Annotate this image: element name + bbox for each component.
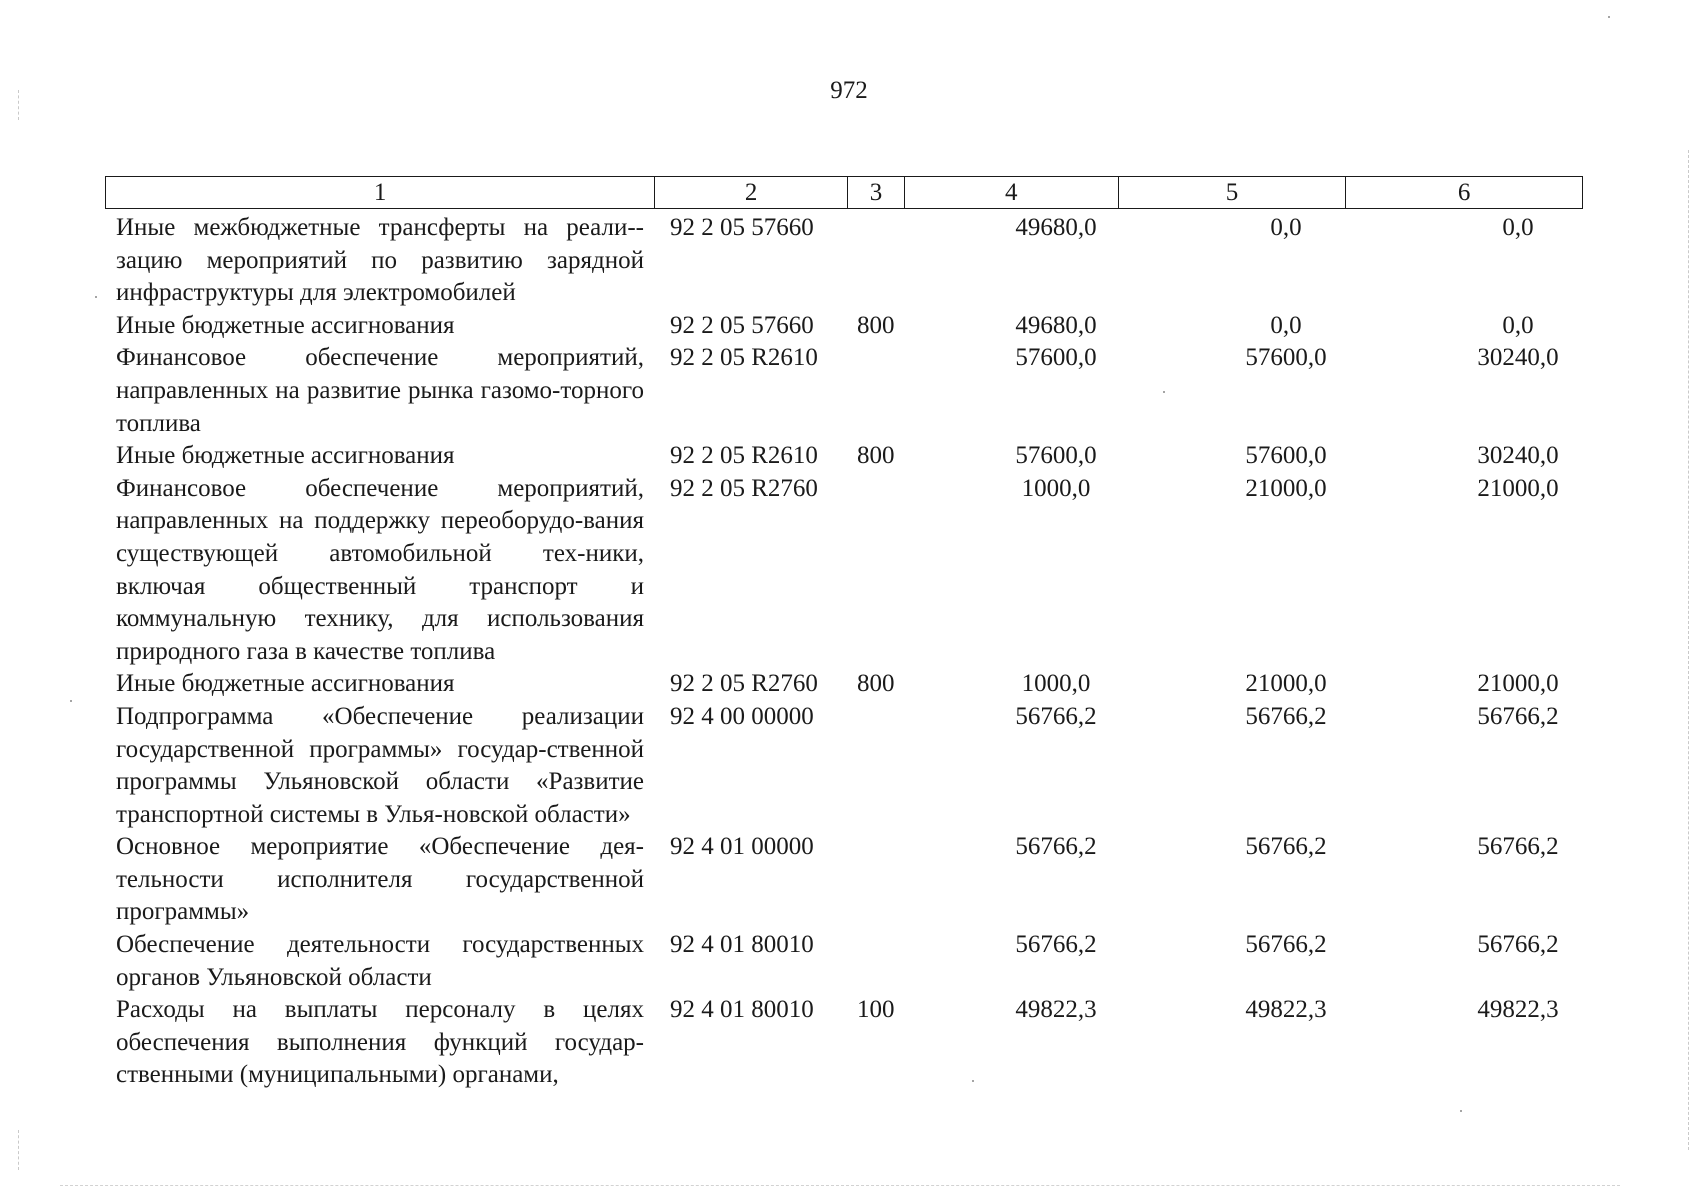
row-value-4: 49680,0 [1015,311,1097,339]
header-col-3: 3 [848,177,905,208]
header-col-1: 1 [106,177,655,208]
row-value-6: 0,0 [1502,311,1534,339]
row-value-5: 0,0 [1270,214,1302,241]
row-value-4: 57600,0 [1015,442,1097,470]
scan-artifact [18,1130,19,1170]
row-code: 92 2 05 R2610 [670,344,818,372]
row-value-6: 56766,2 [1477,833,1559,861]
row-name: Обеспечение деятельности государственных органов Ульяновской области [116,931,644,991]
scan-speck [1163,391,1165,393]
row-code: 92 4 00 00000 [670,702,814,730]
row-code: 92 2 05 57660 [670,214,814,241]
scan-artifact [18,90,19,120]
row-name: Финансовое обеспечение мероприятий, направленных на поддержку переоборудо-вания существующей автомобильной тех-ники, включая общественный транспорт и коммунальную технику, для использования природного газа в качестве топлива [116,474,644,665]
header-col-2: 2 [655,177,848,208]
row-value-4: 49680,0 [1015,214,1097,241]
scan-speck [1460,1110,1462,1112]
row-type: 800 [857,670,895,698]
row-value-6: 49822,3 [1477,996,1559,1024]
row-type: 800 [857,442,895,470]
row-name: Иные межбюджетные трансферты на реали-зацию мероприятий по развитию зарядной инфраструктуры для электромобилей [116,214,644,307]
table-row [116,701,1586,831]
row-name: Подпрограмма «Обеспечение реализации государственной программы» государ-ственной программы Ульяновской области «Развитие транспортной системы в Улья-новской области» [116,702,644,828]
table-row [116,342,1586,440]
row-value-5: 49822,3 [1245,996,1327,1024]
row-value-6: 30240,0 [1477,442,1559,470]
scan-artifact [60,1185,1620,1186]
row-value-5: 56766,2 [1245,702,1327,730]
row-value-5: 56766,2 [1245,931,1327,959]
row-name: Финансовое обеспечение мероприятий, направленных на развитие рынка газомо-торного топлива [116,344,644,437]
row-value-6: 56766,2 [1477,702,1559,730]
table-row [116,440,1586,473]
row-value-6: 21000,0 [1477,474,1559,502]
table-row [116,212,1586,310]
row-value-5: 57600,0 [1245,344,1327,372]
page-number: 972 [830,77,868,104]
row-value-4: 1000,0 [1021,670,1091,698]
row-name: Иные бюджетные ассигнования [116,442,455,470]
row-value-5: 21000,0 [1245,474,1327,502]
row-value-5: 21000,0 [1245,670,1327,698]
row-value-4: 1000,0 [1021,474,1091,502]
row-type: 800 [857,311,895,339]
header-col-5: 5 [1119,177,1347,208]
row-value-5: 57600,0 [1245,442,1327,470]
row-code: 92 4 01 80010 [670,931,814,959]
row-code: 92 2 05 R2760 [670,670,818,698]
row-code: 92 2 05 R2610 [670,442,818,470]
row-value-6: 0,0 [1502,214,1534,241]
table-header-row [105,176,1583,209]
row-code: 92 4 01 80010 [670,996,814,1024]
row-code: 92 2 05 R2760 [670,474,818,502]
scan-speck [972,1080,974,1082]
row-name: Основное мероприятие «Обеспечение дея-тельности исполнителя государственной программы» [116,833,644,926]
table-row [116,929,1586,994]
row-name: Иные бюджетные ассигнования [116,670,455,698]
row-name: Иные бюджетные ассигнования [116,311,455,339]
row-value-5: 56766,2 [1245,833,1327,861]
table-row [116,668,1586,701]
table-row [116,473,1586,669]
table-body [116,212,1586,1092]
scan-speck [1608,16,1610,18]
scan-speck [70,700,72,702]
scan-artifact [1688,150,1689,1150]
row-value-4: 56766,2 [1015,833,1097,861]
table-row [116,994,1586,1092]
row-value-6: 21000,0 [1477,670,1559,698]
header-col-6: 6 [1457,179,1471,206]
row-value-6: 30240,0 [1477,344,1559,372]
row-code: 92 4 01 00000 [670,833,814,861]
scan-speck [95,296,97,298]
row-value-4: 56766,2 [1015,931,1097,959]
row-value-4: 49822,3 [1015,996,1097,1024]
row-value-6: 56766,2 [1477,931,1559,959]
table-row [116,310,1586,343]
table-row [116,831,1586,929]
row-name: Расходы на выплаты персоналу в целях обеспечения выполнения функций государ-ственными (муниципальными) органами, [116,996,644,1089]
row-code: 92 2 05 57660 [670,311,814,339]
row-value-4: 57600,0 [1015,344,1097,372]
row-value-4: 56766,2 [1015,702,1097,730]
row-type: 100 [857,996,895,1024]
header-col-4: 4 [905,177,1119,208]
row-value-5: 0,0 [1270,311,1302,339]
